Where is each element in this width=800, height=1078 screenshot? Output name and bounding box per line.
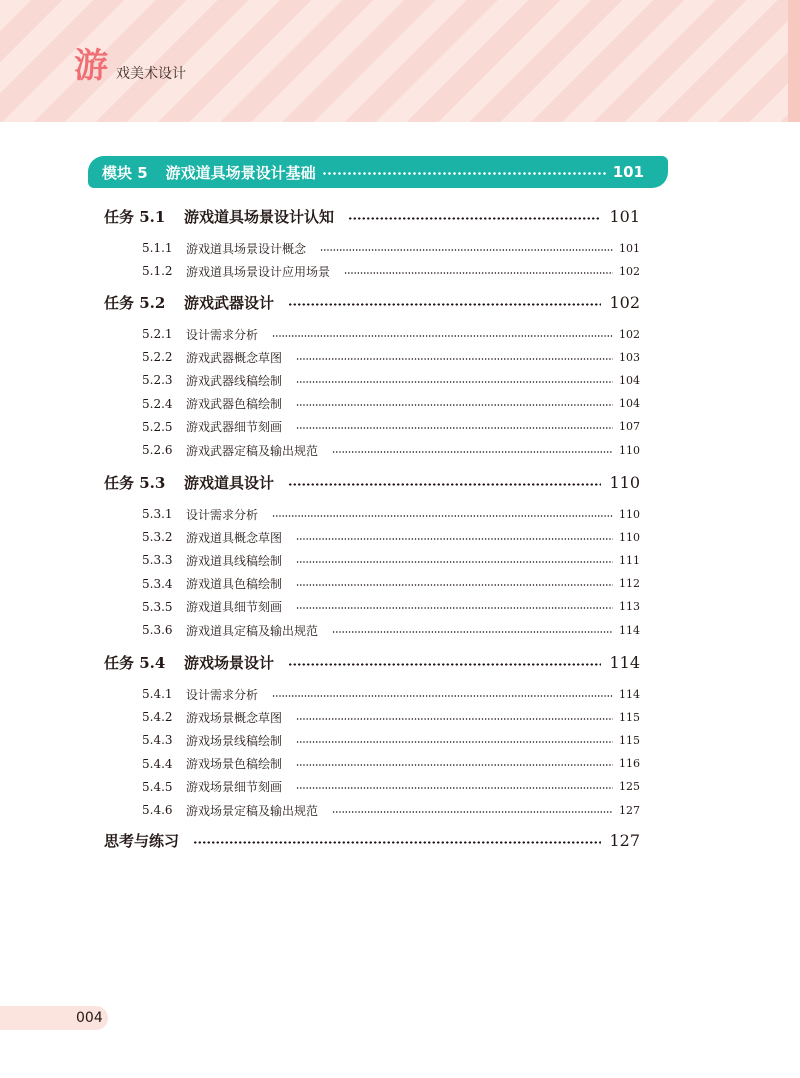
subsection-number: 5.3.5 [142,599,173,614]
toc-subsection-row[interactable] [142,394,640,414]
subsection-page: 104 [619,397,640,411]
subsection-number: 5.4.4 [142,756,173,771]
subsection-number: 5.2.2 [142,350,173,365]
subsection-title: 游戏道具概念草图 [186,530,283,545]
subsection-page: 103 [619,350,640,364]
toc-subsection-row[interactable] [142,347,640,367]
subsection-number: 5.3.3 [142,553,173,568]
subsection-leader-dots [332,451,613,453]
toc-subsection-row[interactable] [142,730,640,750]
subsection-leader-dots [296,718,613,720]
subsection-number: 5.2.3 [142,373,173,388]
book-title: 戏美术设计 [116,66,186,82]
toc-subsection-row[interactable] [142,800,640,820]
subsection-leader-dots [296,607,613,609]
task-label: 任务 5.3 [104,473,166,492]
task-leader-dots [288,303,601,306]
task-title: 游戏武器设计 [184,293,275,312]
subsection-page: 102 [619,327,640,341]
task-page: 114 [609,652,640,672]
subsection-title: 游戏道具细节刻画 [186,600,283,615]
subsection-number: 5.2.6 [142,443,173,457]
subsection-leader-dots [332,811,613,813]
toc-subsection-row[interactable] [142,620,640,640]
subsection-title: 设计需求分析 [186,687,259,702]
subsection-title: 游戏道具场景设计概念 [186,241,307,256]
subsection-title: 游戏道具线稿绘制 [186,553,283,568]
toc-subsection-row[interactable] [142,684,640,704]
subsection-title: 游戏武器概念草图 [186,350,283,365]
toc-exercise-row[interactable] [104,828,640,852]
subsection-page: 111 [619,553,640,567]
subsection-title: 游戏场景细节刻画 [186,780,283,795]
subsection-number: 5.1.1 [142,241,173,255]
subsection-number: 5.4.6 [142,803,173,817]
toc-subsection-row[interactable] [142,370,640,390]
subsection-leader-dots [296,561,613,563]
toc-task-row[interactable] [104,290,640,314]
toc-subsection-row[interactable] [142,754,640,774]
exercise-title: 思考与练习 [104,831,180,850]
subsection-number: 5.4.1 [142,687,173,701]
subsection-page: 116 [619,757,640,771]
task-leader-dots [288,483,601,486]
toc-task-row[interactable] [104,204,640,228]
task-label: 任务 5.2 [104,293,166,312]
subsection-number: 5.1.2 [142,264,173,279]
task-title: 游戏场景设计 [184,653,275,672]
subsection-leader-dots [296,584,613,586]
subsection-page: 125 [619,780,640,794]
subsection-title: 游戏道具定稿及输出规范 [186,623,319,638]
task-page: 110 [609,472,640,492]
exercise-leader-dots [193,841,601,844]
subsection-number: 5.4.2 [142,710,173,725]
subsection-leader-dots [296,787,613,789]
task-leader-dots [288,663,601,666]
task-page: 101 [609,206,640,226]
subsection-leader-dots [296,404,613,406]
module-title: 游戏道具场景设计基础 [165,163,316,182]
task-page: 102 [609,292,640,312]
toc-subsection-row[interactable] [142,777,640,797]
subsection-title: 游戏场景色稿绘制 [186,757,283,772]
task-label: 任务 5.1 [104,207,166,226]
subsection-page: 115 [619,733,640,747]
subsection-title: 游戏道具色稿绘制 [186,577,283,592]
subsection-leader-dots [332,631,613,633]
subsection-title: 游戏场景线稿绘制 [186,733,283,748]
module-page: 101 [612,163,644,181]
page-header [0,0,800,122]
subsection-page: 127 [619,803,640,817]
subsection-number: 5.4.3 [142,733,173,748]
subsection-number: 5.2.1 [142,327,173,341]
subsection-leader-dots [296,358,613,360]
subsection-title: 游戏武器定稿及输出规范 [186,443,319,458]
exercise-page: 127 [609,830,640,850]
subsection-number: 5.4.5 [142,779,173,794]
subsection-title: 游戏场景概念草图 [186,710,283,725]
toc-subsection-row[interactable] [142,597,640,617]
subsection-page: 101 [619,241,640,255]
header-edge-band [788,0,800,122]
subsection-leader-dots [272,515,613,517]
subsection-title: 设计需求分析 [186,507,259,522]
toc-subsection-row[interactable] [142,440,640,460]
toc-subsection-row[interactable] [142,550,640,570]
module-label: 模块 5 [102,163,148,182]
subsection-leader-dots [296,538,613,540]
subsection-leader-dots [296,764,613,766]
toc-subsection-row[interactable] [142,504,640,524]
subsection-page: 107 [619,420,640,434]
toc-subsection-row[interactable] [142,238,640,258]
subsection-title: 游戏场景定稿及输出规范 [186,803,319,818]
subsection-number: 5.3.2 [142,530,173,545]
subsection-leader-dots [320,249,613,251]
toc-subsection-row[interactable] [142,324,640,344]
subsection-page: 114 [619,687,640,701]
toc-subsection-row[interactable] [142,417,640,437]
subsection-page: 110 [619,443,640,457]
subsection-page: 110 [619,530,640,544]
toc-subsection-row[interactable] [142,527,640,547]
subsection-leader-dots [296,427,613,429]
subsection-title: 游戏武器线稿绘制 [186,373,283,388]
subsection-leader-dots [296,741,613,743]
subsection-leader-dots [344,272,613,274]
task-leader-dots [348,217,601,220]
subsection-title: 设计需求分析 [186,327,259,342]
subsection-title: 游戏武器细节刻画 [186,420,283,435]
toc-task-row[interactable] [104,470,640,494]
task-title: 游戏道具设计 [184,473,275,492]
page-number: 004 [0,1006,108,1030]
toc-subsection-row[interactable] [142,574,640,594]
task-title: 游戏道具场景设计认知 [184,207,335,226]
toc-subsection-row[interactable] [142,261,640,281]
subsection-title: 游戏道具场景设计应用场景 [186,264,331,279]
subsection-number: 5.3.4 [142,576,173,591]
subsection-page: 102 [619,264,640,278]
subsection-number: 5.2.5 [142,419,173,434]
subsection-page: 115 [619,710,640,724]
task-label: 任务 5.4 [104,653,166,672]
book-logo-char: 游 [74,46,108,86]
subsection-title: 游戏武器色稿绘制 [186,397,283,412]
subsection-page: 112 [619,577,640,591]
subsection-number: 5.3.6 [142,623,173,637]
subsection-page: 113 [619,600,640,614]
subsection-number: 5.2.4 [142,396,173,411]
subsection-page: 114 [619,623,640,637]
module-leader-dots [322,172,607,175]
module-heading[interactable] [88,156,668,188]
subsection-page: 110 [619,507,640,521]
subsection-leader-dots [296,381,613,383]
toc-subsection-row[interactable] [142,707,640,727]
subsection-page: 104 [619,373,640,387]
subsection-leader-dots [272,335,613,337]
subsection-leader-dots [272,695,613,697]
subsection-number: 5.3.1 [142,507,173,521]
toc-task-row[interactable] [104,650,640,674]
